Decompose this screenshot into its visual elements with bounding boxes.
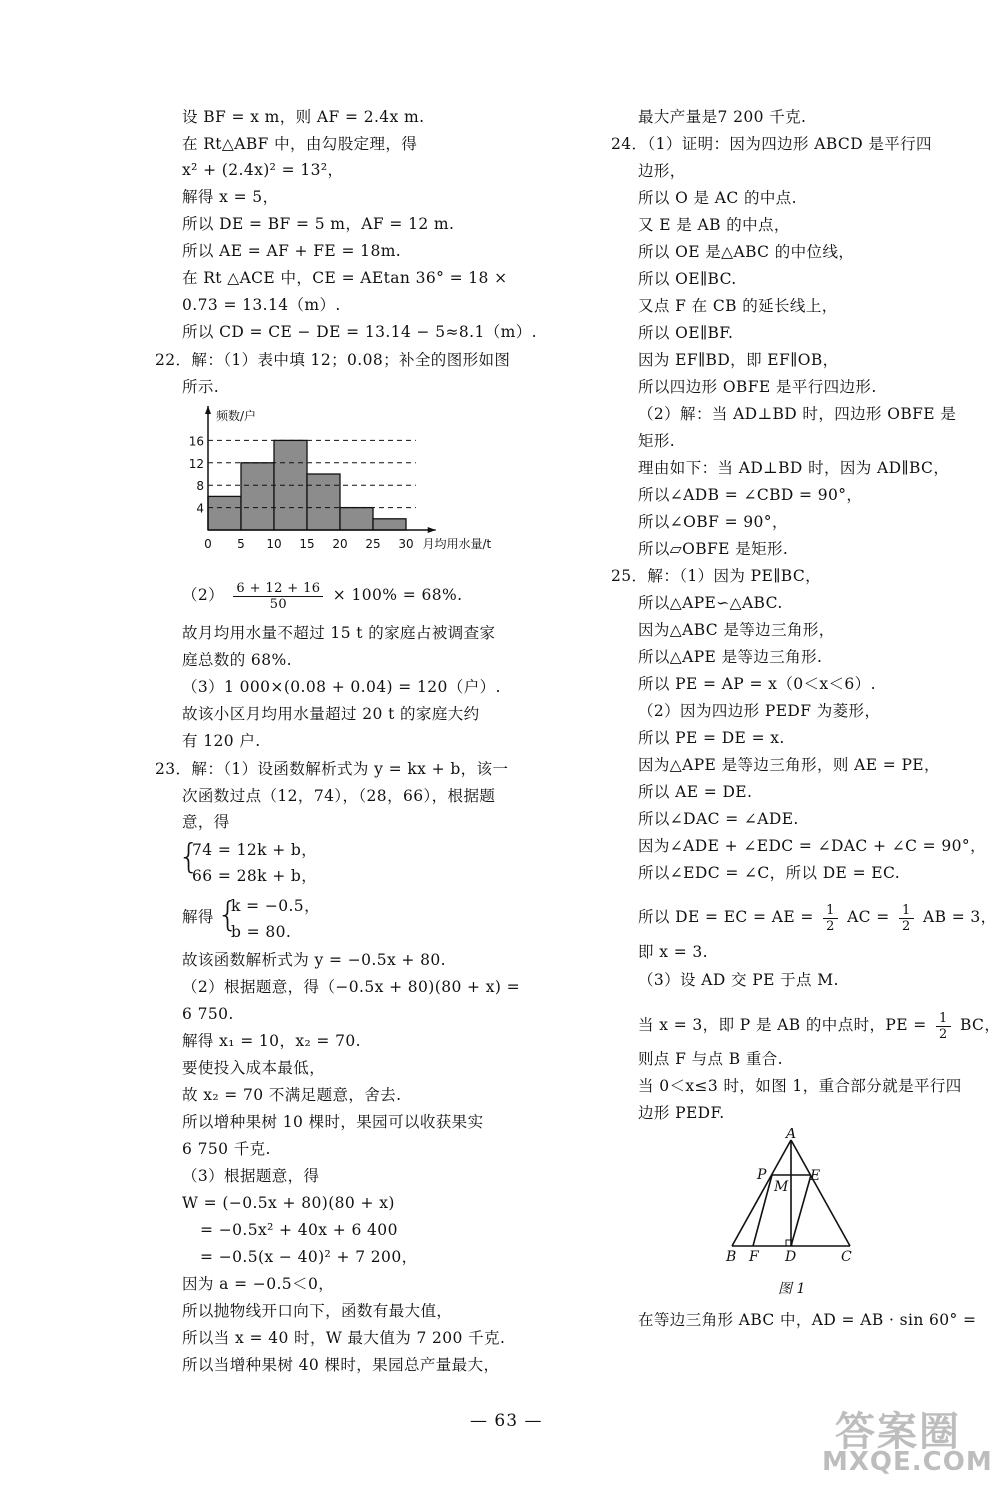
- text-line: 所以 DE = BF = 5 m，AF = 12 m.: [182, 215, 455, 233]
- text-line: 6 750 千克.: [182, 1140, 271, 1158]
- text-line: 在 Rt△ABF 中，由勾股定理，得: [182, 135, 418, 153]
- fraction-numerator: 1: [936, 1011, 951, 1027]
- label-c: C: [841, 1249, 852, 1265]
- text-line: 所以△APE 是等边三角形.: [638, 648, 823, 666]
- text-line: 所以增种果树 10 棵时，果园可以收获果实: [182, 1113, 484, 1131]
- segment-pf: [753, 1175, 772, 1246]
- text-line: 因为△ABC 是等边三角形，: [638, 621, 835, 639]
- text-line: 在 Rt △ACE 中，CE = AEtan 36° = 18 ×: [182, 269, 508, 287]
- text-line: 所以 PE = DE = x.: [638, 729, 785, 747]
- fraction-line: [182, 578, 462, 612]
- segment-ed: [791, 1175, 811, 1246]
- fraction-numerator: 6 + 12 + 16: [233, 581, 323, 597]
- text-line: 所以△APE∽△ABC.: [638, 594, 783, 612]
- figure-caption: 图 1: [778, 1281, 806, 1297]
- text-line: 当 0＜x≤3 时，如图 1，重合部分就是平行四: [638, 1077, 962, 1095]
- fraction: [823, 903, 838, 934]
- text-line: 解得 x = 5，: [182, 188, 279, 206]
- fraction-numerator: 1: [823, 903, 838, 919]
- text-line: 解得: [182, 908, 214, 926]
- label-a: A: [786, 1128, 797, 1142]
- x-axis-label: 月均用水量/t: [422, 537, 492, 551]
- x-tick-label: 30: [398, 537, 414, 551]
- label-b: B: [726, 1249, 737, 1265]
- watermark-logo: 答案圈: [835, 1409, 961, 1455]
- text-line: 要使投入成本最低，: [182, 1059, 326, 1077]
- question-24: 24．（1）证明：因为四边形 ABCD 是平行四: [611, 135, 932, 153]
- text-line: 有 120 户.: [182, 732, 261, 750]
- label-d: D: [785, 1249, 797, 1265]
- y-tick-label: 12: [188, 456, 204, 471]
- text-line: 所以∠ADB = ∠CBD = 90°，: [638, 486, 863, 504]
- page-number: — 63 —: [470, 1411, 543, 1431]
- text-line: 所以抛物线开口向下，函数有最大值，: [182, 1302, 453, 1320]
- text-line: 边形，: [638, 162, 686, 180]
- fraction-denominator: 2: [826, 918, 835, 934]
- histogram-bar: [340, 508, 373, 530]
- fraction-numerator: 1: [899, 903, 914, 919]
- y-tick-label: 4: [196, 501, 204, 516]
- brace-symbol: {: [217, 895, 239, 935]
- y-axis-label: 频数/户: [216, 409, 257, 423]
- fraction: [899, 903, 914, 934]
- fraction-suffix: × 100% = 68%.: [332, 586, 463, 604]
- text-line: 所以 OE 是△ABC 的中位线，: [638, 243, 855, 261]
- text-segment: AB = 3，: [922, 908, 997, 926]
- y-tick-label: 16: [188, 434, 204, 449]
- text-line: 解得 x₁ = 10，x₂ = 70.: [182, 1032, 361, 1050]
- text-line: 最大产量是7 200 千克.: [638, 108, 807, 126]
- x-tick-label: 25: [365, 537, 381, 551]
- text-line: 所以当 x = 40 时，W 最大值为 7 200 千克.: [182, 1329, 506, 1347]
- text-line: （3）1 000×(0.08 + 0.04) = 120（户）.: [182, 678, 501, 696]
- x-tick-label: 0: [204, 537, 212, 551]
- text-line: 所以∠OBF = 90°，: [638, 513, 788, 531]
- label-e: E: [810, 1168, 821, 1184]
- text-line: 所以 O 是 AC 的中点.: [638, 189, 797, 207]
- text-line: 边形 PEDF.: [638, 1104, 725, 1122]
- text-line: 理由如下：当 AD⊥BD 时，因为 AD∥BC，: [638, 459, 950, 477]
- side-ac: [791, 1140, 850, 1246]
- triangle-figure: [720, 1128, 870, 1303]
- text-line: 所以 PE = AP = x（0＜x＜6）.: [638, 675, 876, 693]
- text-line: 所以 AE = AF + FE = 18m.: [182, 242, 402, 260]
- text-line: （2）因为四边形 PEDF 为菱形，: [638, 702, 881, 720]
- text-line: 所以▱OBFE 是矩形.: [638, 540, 789, 558]
- text-line: x² + (2.4x)² = 13²，: [182, 161, 344, 179]
- text-line: 故月均用水量不超过 15 t 的家庭占被调查家: [182, 624, 496, 642]
- text-line: 0.73 = 13.14（m）.: [182, 296, 341, 314]
- text-line: 因为 a = −0.5＜0，: [182, 1275, 335, 1293]
- text-line: 又点 F 在 CB 的延长线上，: [638, 297, 838, 315]
- text-line: [638, 900, 997, 934]
- text-line: 所以 OE∥BF.: [638, 324, 734, 342]
- text-line: 所以 OE∥BC.: [638, 270, 737, 288]
- text-line: [638, 1008, 1000, 1042]
- text-line: （2）解：当 AD⊥BD 时，四边形 OBFE 是: [638, 405, 957, 423]
- histogram-bar: [373, 519, 406, 530]
- text-line: 6 750.: [182, 1005, 234, 1023]
- histogram-bar: [241, 463, 274, 530]
- equation: 66 = 28k + b，: [192, 867, 318, 885]
- text-segment: 当 x = 3，即 P 是 AB 的中点时，PE =: [638, 1016, 927, 1034]
- question-22: 22．解：（1）表中填 12；0.08；补全的图形如图: [155, 351, 511, 369]
- text-line: 所以 CD = CE − DE = 13.14 − 5≈8.1（m）.: [182, 323, 537, 341]
- text-line: 所以∠EDC = ∠C，所以 DE = EC.: [638, 864, 901, 882]
- equation: b = 80.: [231, 923, 292, 941]
- x-tick-label: 10: [266, 537, 282, 551]
- histogram-bar: [307, 474, 340, 530]
- text-line: 次函数过点（12，74），（28，66），根据题: [182, 787, 496, 805]
- x-axis-arrow: [428, 527, 436, 533]
- x-tick-label: 20: [332, 537, 348, 551]
- text-line: 庭总数的 68%.: [182, 651, 292, 669]
- fraction-denominator: 2: [901, 918, 911, 934]
- text-segment: BC，: [959, 1016, 1000, 1034]
- text-line: （3）设 AD 交 PE 于点 M.: [638, 971, 839, 989]
- text-line: 所以 AE = DE.: [638, 783, 753, 801]
- text-segment: AC =: [847, 908, 890, 926]
- watermark-url: MXQE.COM: [822, 1447, 993, 1477]
- text-line: W = (−0.5x + 80)(80 + x): [182, 1194, 395, 1212]
- text-line: 在等边三角形 ABC 中，AD = AB · sin 60° =: [638, 1311, 977, 1329]
- text-line: 即 x = 3.: [638, 943, 708, 961]
- text-line: 因为△APE 是等边三角形，则 AE = PE，: [638, 756, 940, 774]
- text-segment: 所以 DE = EC = AE =: [638, 908, 814, 926]
- text-line: 因为 EF∥BD，即 EF∥OB，: [638, 351, 839, 369]
- fraction-prefix: （2）: [182, 586, 225, 604]
- label-m: M: [774, 1179, 789, 1195]
- equation: k = −0.5，: [231, 897, 320, 915]
- text-line: 所以四边形 OBFE 是平行四边形.: [638, 378, 877, 396]
- equation: 74 = 12k + b，: [192, 841, 318, 859]
- text-line: 又 E 是 AB 的中点，: [638, 216, 790, 234]
- histogram-chart: [180, 402, 510, 562]
- text-line: 矩形.: [638, 432, 676, 450]
- text-line: 设 BF = x m，则 AF = 2.4x m.: [182, 108, 425, 126]
- text-line: （3）根据题意，得: [182, 1167, 320, 1185]
- y-axis-arrow: [205, 406, 211, 414]
- label-f: F: [749, 1249, 759, 1265]
- x-tick-label: 5: [237, 537, 245, 551]
- text-line: 因为∠ADE + ∠EDC = ∠DAC + ∠C = 90°，: [638, 837, 986, 855]
- text-line: （2）根据题意，得（−0.5x + 80)(80 + x) =: [182, 978, 521, 996]
- y-tick-label: 8: [196, 479, 204, 494]
- question-23: 23．解：（1）设函数解析式为 y = kx + b，该一: [155, 760, 509, 778]
- x-tick-label: 15: [299, 537, 315, 551]
- text-line: = −0.5(x − 40)² + 7 200，: [200, 1248, 418, 1266]
- fraction: [233, 581, 323, 612]
- text-line: 故该小区月均用水量超过 20 t 的家庭大约: [182, 705, 480, 723]
- question-25: 25．解：（1）因为 PE∥BC，: [611, 567, 822, 585]
- text-line: 则点 F 与点 B 重合.: [638, 1050, 783, 1068]
- fraction: [936, 1011, 951, 1042]
- brace-symbol: {: [178, 837, 200, 877]
- text-line: 所以∠DAC = ∠ADE.: [638, 810, 799, 828]
- text-line: 所以当增种果树 40 棵时，果园总产量最大，: [182, 1356, 500, 1374]
- text-line: 所示.: [182, 378, 220, 396]
- fraction-denominator: 2: [938, 1026, 948, 1042]
- histogram-bar: [208, 496, 241, 530]
- text-line: 故该函数解析式为 y = −0.5x + 80.: [182, 951, 446, 969]
- fraction-denominator: 50: [269, 596, 288, 612]
- text-line: = −0.5x² + 40x + 6 400: [200, 1221, 398, 1239]
- label-p: P: [757, 1167, 767, 1183]
- text-line: 意，得: [182, 813, 230, 831]
- text-line: 故 x₂ = 70 不满足题意，舍去.: [182, 1086, 402, 1104]
